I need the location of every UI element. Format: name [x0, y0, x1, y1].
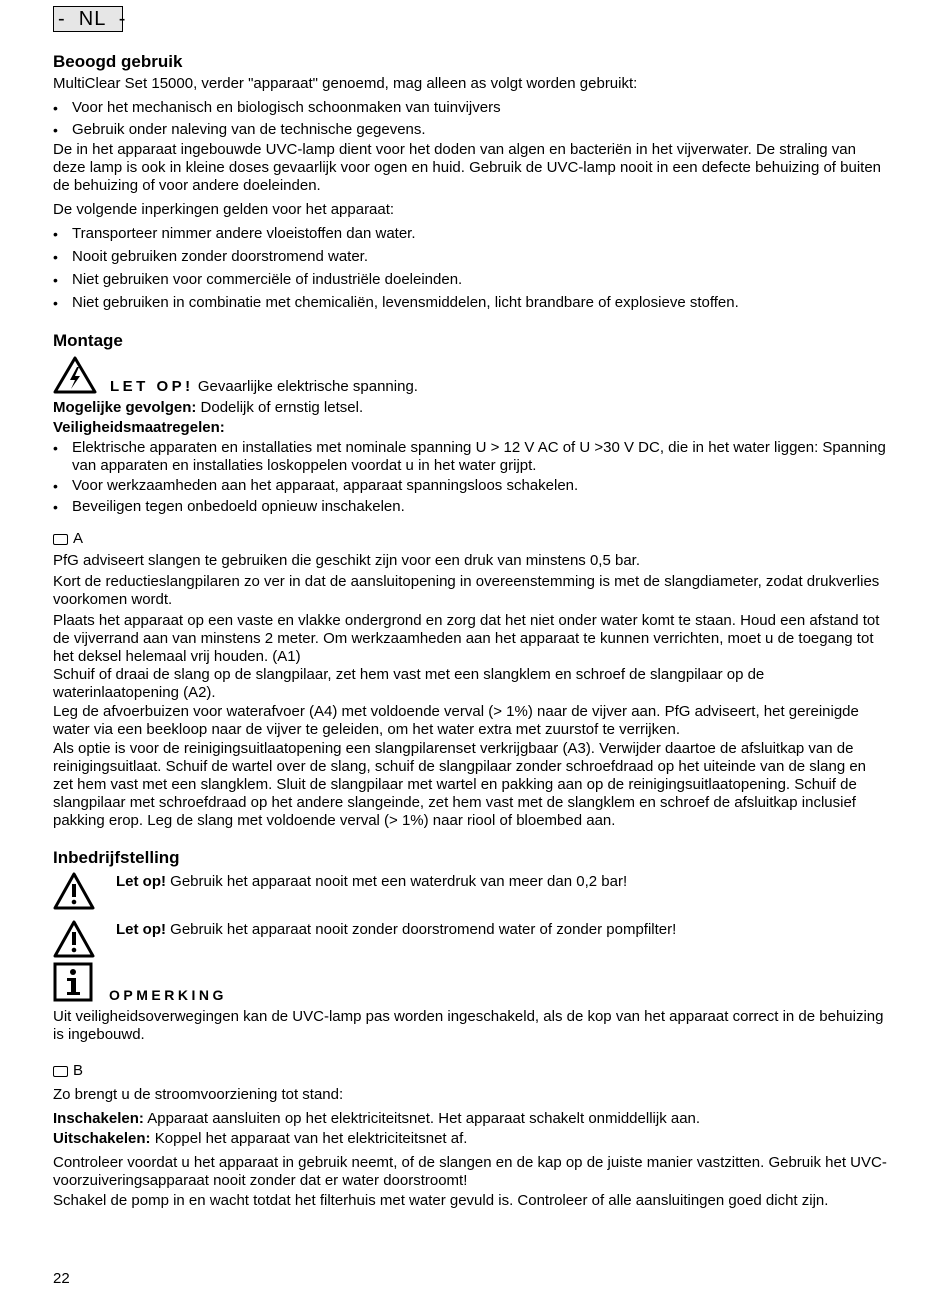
figure-label: B — [73, 1062, 84, 1079]
warning-text: Gebruik het apparaat nooit zonder doorstromend water of zonder pompfilter! — [170, 921, 677, 938]
pressure-warning — [53, 872, 888, 910]
restrictions-list — [53, 225, 888, 312]
warning-text: Gevaarlijke elektrische spanning. — [197, 378, 418, 395]
note-label: OPMERKING — [109, 987, 227, 1003]
switch-off-text: Koppel het apparaat van het elektriciteitsnet af. — [154, 1130, 468, 1147]
safety-measures-label: Veiligheidsmaatregelen: — [53, 419, 225, 436]
montage-paragraph: Kort de reductieslangpilaren zo ver in dat de aansluitopening in overeenstemming is met de slangdiameter, zodat drukverlies voorkomen wordt. — [53, 573, 880, 608]
info-icon — [53, 962, 93, 1002]
montage-paragraph: Schuif of draai de slang op de slangpilaar, zet hem vast met een slangklem en schroef de slangpilaar op de waterinlaatopening (A2). — [53, 666, 765, 701]
list-item: • Transporteer nimmer andere vloeistoffen dan water. — [53, 225, 888, 243]
electric-hazard-icon — [53, 356, 97, 394]
voltage-warning — [53, 356, 888, 396]
montage-paragraph: Leg de afvoerbuizen voor waterafvoer (A4) met voldoende verval (> 1%) naar de vijver aan. PfG adviseert, het gereinigde water via een beekloop naar de vijver te geleiden, om het water extra met zuurstof te verrijken. — [53, 703, 859, 738]
switch-on-label: Inschakelen: — [53, 1110, 144, 1127]
safety-measures-list — [53, 439, 888, 516]
montage-paragraph: Als optie is voor de reinigingsuitlaatopening een slangpilarenset verkrijgbaar (A3). Verwijder daartoe de afsluitkap van de reinigingsuitlaat. Schuif de wartel over de slang, schuif de slangpilaar zonder schroefdraad op het uiteinde van de slang en zet hem vast met een slangklem. Sluit de slangpilaar met wartel en pakking aan op de reinigingsuitlaatopening. Schuif de slangpilaar met schroefdraad op het andere slangeinde, zet hem vast met de slangklem en schroef de afsluitkap inclusief pakking erop. Leg de slang met voldoende verval (> 1%) naar riool of bloembed aan. — [53, 740, 867, 829]
list-item: • Voor werkzaamheden aan het apparaat, apparaat spanningsloos schakelen. — [53, 477, 888, 495]
switch-on-text: Apparaat aansluiten op het elektriciteitsnet. Het apparaat schakelt onmiddellijk aan. — [147, 1110, 701, 1127]
check-paragraph: Schakel de pomp in en wacht totdat het filterhuis met water gevuld is. Controleer of alle aansluitingen goed dicht zijn. — [53, 1192, 829, 1209]
uvc-lamp-paragraph: De in het apparaat ingebouwde UVC-lamp dient voor het doden van algen en bacteriën in het vijverwater. De straling van deze lamp is ook in kleine doses gevaarlijk voor ogen en huid. Gebruik de UVC-lamp nooit in een defecte behuizing of buiten de behuizing of voor andere doeleinden. — [53, 141, 882, 194]
note-box — [53, 962, 888, 1004]
check-paragraph: Controleer voordat u het apparaat in gebruik neemt, of de slangen en de kap op de juiste manier vastzitten. Gebruik het UVC-voorzuiveringsapparaat nooit zonder dat er water doorstroomt! — [53, 1154, 887, 1189]
warning-icon — [53, 872, 95, 910]
warning-label: Let op! — [116, 873, 166, 890]
note-text: Uit veiligheidsoverwegingen kan de UVC-lamp pas worden ingeschakeld, als de kop van het apparaat correct in de behuizing is ingebouwd. — [53, 1008, 884, 1043]
language-tag — [53, 6, 888, 32]
section-title-commissioning: Inbedrijfstelling — [53, 848, 180, 867]
page-number: 22 — [53, 1270, 70, 1287]
warning-label: Let op! — [116, 921, 166, 938]
consequences — [53, 399, 888, 417]
switch-off-label: Uitschakelen: — [53, 1130, 151, 1147]
warning-label: LET OP! — [110, 378, 194, 395]
list-item: • Nooit gebruiken zonder doorstromend water. — [53, 248, 888, 266]
figure-icon — [53, 534, 68, 545]
list-item: • Elektrische apparaten en installaties met nominale spanning U > 12 V AC of U >30 V DC, die in het water liggen: Spanning van apparaten en installaties loskoppelen voordat u in het water grijpt. — [53, 439, 888, 475]
figure-reference-a — [53, 530, 888, 548]
montage-paragraph: Plaats het apparaat op een vaste en vlakke ondergrond en zorg dat het niet onder water komt te staan. Houd een afstand tot de vijverrand aan van minstens 2 meter. Om werkzaamheden aan het apparaat te kunnen verrichten, moet u de toegang tot het deksel helemaal vrij houden. (A1) — [53, 612, 880, 665]
intended-use-intro: MultiClear Set 15000, verder "apparaat" genoemd, mag alleen as volgt worden gebruikt: — [53, 75, 638, 92]
flow-warning — [53, 920, 888, 958]
list-item: • Gebruik onder naleving van de technische gegevens. — [53, 121, 888, 139]
consequences-text: Dodelijk of ernstig letsel. — [200, 399, 364, 416]
figure-reference-b — [53, 1062, 888, 1080]
power-intro: Zo brengt u de stroomvoorziening tot stand: — [53, 1086, 344, 1103]
list-item: • Beveiligen tegen onbedoeld opnieuw inschakelen. — [53, 498, 888, 516]
list-item: • Niet gebruiken voor commerciële of industriële doeleinden. — [53, 271, 888, 289]
figure-icon — [53, 1066, 68, 1077]
switch-on-instruction — [53, 1110, 888, 1128]
consequences-label: Mogelijke gevolgen: — [53, 399, 197, 416]
list-item: • Niet gebruiken in combinatie met chemicaliën, levensmiddelen, licht brandbare of explosieve stoffen. — [53, 294, 888, 312]
restrictions-intro: De volgende inperkingen gelden voor het apparaat: — [53, 201, 395, 218]
language-label: - NL - — [53, 6, 123, 32]
warning-icon — [53, 920, 95, 958]
page-content — [53, 6, 888, 1210]
montage-paragraph: PfG adviseert slangen te gebruiken die geschikt zijn voor een druk van minstens 0,5 bar. — [53, 552, 640, 569]
figure-label: A — [73, 530, 84, 547]
section-title-intended-use: Beoogd gebruik — [53, 52, 183, 71]
list-item: • Voor het mechanisch en biologisch schoonmaken van tuinvijvers — [53, 99, 888, 117]
switch-off-instruction — [53, 1130, 888, 1148]
warning-text: Gebruik het apparaat nooit met een waterdruk van meer dan 0,2 bar! — [170, 873, 628, 890]
section-title-montage: Montage — [53, 331, 123, 350]
intended-use-list — [53, 99, 888, 139]
